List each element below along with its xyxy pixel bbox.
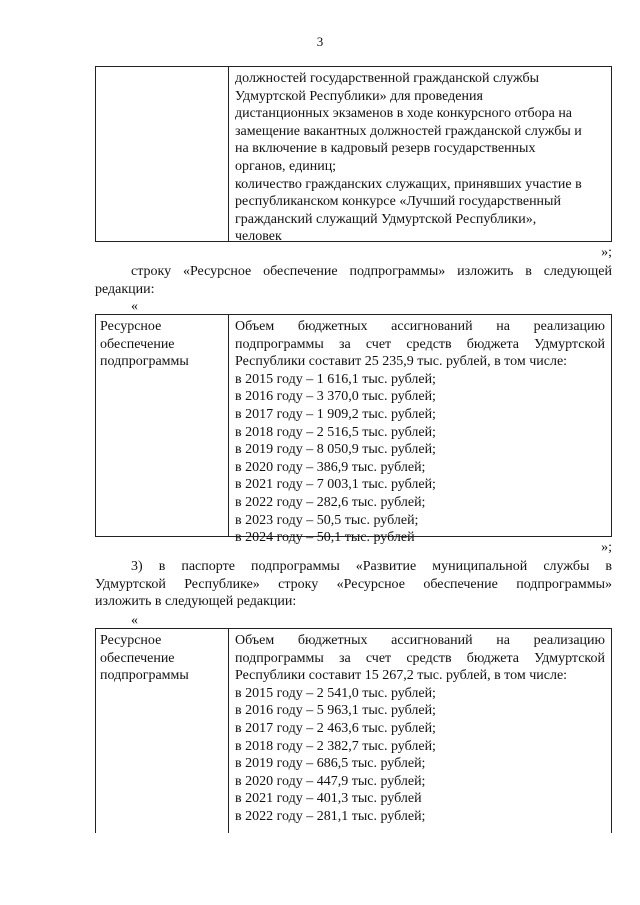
- intro-line: подпрограммы за счет средств бюджета Удмуртской: [235, 336, 605, 352]
- continuation-table-left-cell: [96, 67, 228, 241]
- table1-line: замещение вакантных должностей гражданской службы и: [235, 123, 582, 139]
- paragraph-line: изложить в следующей редакции:: [95, 594, 297, 610]
- intro-line: Республики составит 15 267,2 тыс. рублей, в том числе:: [235, 668, 568, 684]
- resource-label-cell: [96, 315, 228, 536]
- table1-line: республиканском конкурсе «Лучший государственный: [235, 194, 561, 210]
- table1-line: Удмуртской Республики» для проведения: [235, 88, 483, 104]
- table1-line: человек: [235, 229, 282, 245]
- intro-line: Объем бюджетных ассигнований на реализацию: [235, 319, 605, 334]
- table1-line: гражданский служащий Удмуртской Республики»,: [235, 211, 537, 227]
- paragraph-line: редакции:: [95, 281, 155, 297]
- closing-quote: »;: [601, 540, 612, 555]
- year-line: в 2024 году – 50,1 тыс. рублей: [235, 530, 415, 546]
- year-line: в 2022 году – 282,6 тыс. рублей;: [235, 494, 426, 510]
- year-line: в 2021 году – 401,3 тыс. рублей: [235, 791, 422, 807]
- year-line: в 2021 году – 7 003,1 тыс. рублей;: [235, 477, 436, 493]
- year-line: в 2017 году – 1 909,2 тыс. рублей;: [235, 406, 436, 422]
- table1-line: количество гражданских служащих, принявших участие в: [235, 176, 582, 192]
- intro-line: Объем бюджетных ассигнований на реализацию: [235, 633, 605, 648]
- year-line: в 2018 году – 2 382,7 тыс. рублей;: [235, 738, 436, 754]
- year-line: в 2017 году – 2 463,6 тыс. рублей;: [235, 720, 436, 736]
- intro-line: Республики составит 25 235,9 тыс. рублей, в том числе:: [235, 354, 568, 370]
- label-line: обеспечение: [100, 336, 175, 352]
- year-line: в 2016 году – 3 370,0 тыс. рублей;: [235, 389, 436, 405]
- year-line: в 2015 году – 1 616,1 тыс. рублей;: [235, 371, 436, 387]
- year-line: в 2023 году – 50,5 тыс. рублей;: [235, 512, 419, 528]
- table1-line: должностей государственной гражданской службы: [235, 71, 540, 86]
- year-line: в 2019 году – 8 050,9 тыс. рублей;: [235, 442, 436, 458]
- resource-value-cell: [229, 315, 611, 549]
- continuation-table: [95, 66, 612, 245]
- label-line: подпрограммы: [100, 354, 189, 370]
- table-divider: [228, 315, 229, 536]
- year-line: в 2018 году – 2 516,5 тыс. рублей;: [235, 424, 436, 440]
- intro-line: подпрограммы за счет средств бюджета Удмуртской: [235, 650, 605, 666]
- label-line: подпрограммы: [100, 668, 189, 684]
- resource-label-cell: [96, 629, 228, 833]
- label-line: обеспечение: [100, 650, 175, 666]
- paragraph-line: 3) в паспорте подпрограммы «Развитие муниципальной службы в: [131, 559, 612, 574]
- year-line: в 2019 году – 686,5 тыс. рублей;: [235, 756, 426, 772]
- resource-table-2: [95, 628, 612, 833]
- resource-table-1: [95, 314, 612, 546]
- paragraph-line: строку «Ресурсное обеспечение подпрограммы» изложить в следующей: [131, 264, 612, 279]
- table-divider: [228, 67, 229, 241]
- closing-quote: »;: [601, 245, 612, 260]
- year-line: в 2020 году – 447,9 тыс. рублей;: [235, 773, 426, 789]
- opening-quote: «: [131, 613, 138, 628]
- label-line: Ресурсное: [100, 319, 162, 334]
- year-line: в 2020 году – 386,9 тыс. рублей;: [235, 459, 426, 475]
- page-number: 3: [316, 34, 324, 49]
- year-line: в 2016 году – 5 963,1 тыс. рублей;: [235, 703, 436, 719]
- resource-value-cell: [229, 629, 611, 828]
- table1-line: органов, единиц;: [235, 158, 337, 174]
- year-line: в 2022 году – 281,1 тыс. рублей;: [235, 808, 426, 824]
- table1-line: дистанционных экзаменов в ходе конкурсного отбора на: [235, 106, 573, 122]
- label-line: Ресурсное: [100, 633, 162, 648]
- instruction-paragraph: [95, 263, 612, 298]
- year-line: в 2015 году – 2 541,0 тыс. рублей;: [235, 685, 436, 701]
- paragraph-line: Удмуртской Республике» строку «Ресурсное обеспечение подпрограммы»: [95, 576, 612, 592]
- continuation-table-right-cell: [229, 67, 611, 248]
- opening-quote: «: [131, 299, 138, 314]
- table-divider: [228, 629, 229, 833]
- amendment-paragraph: [95, 558, 612, 611]
- table1-line: на включение в кадровый резерв государственных: [235, 141, 536, 157]
